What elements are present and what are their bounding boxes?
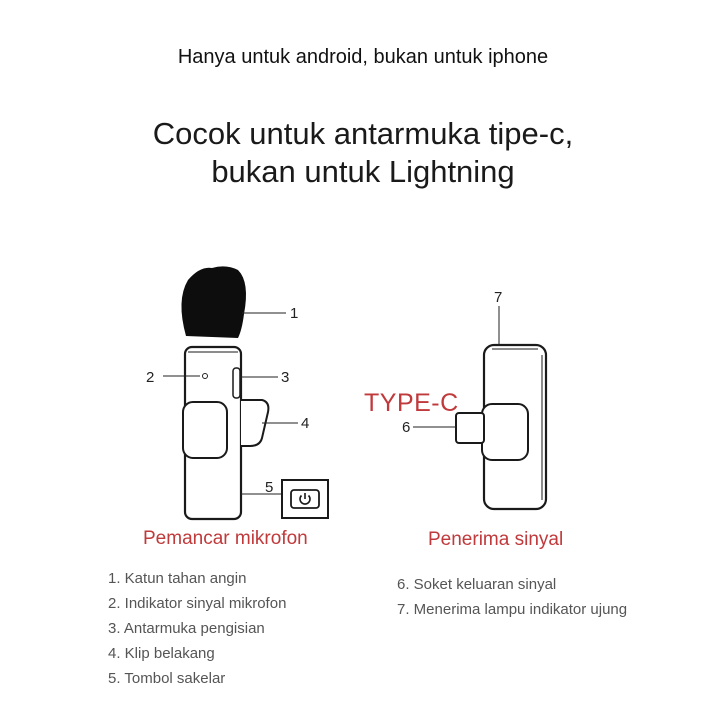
callout-1: 1 — [290, 305, 299, 322]
callout-6: 6 — [402, 419, 411, 436]
callout-4: 4 — [301, 415, 310, 432]
charging-port — [233, 368, 240, 398]
legend-right — [397, 572, 627, 622]
windscreen-foam — [181, 266, 246, 338]
legend-item-5: 5. Tombol sakelar — [108, 670, 226, 687]
callout-2: 2 — [146, 369, 155, 386]
subtitle: Hanya untuk android, bukan untuk iphone — [177, 46, 549, 68]
transmitter-caption: Pemancar mikrofon — [143, 528, 308, 549]
transmitter-illustration — [146, 266, 328, 519]
legend-item-2: 2. Indikator sinyal mikrofon — [108, 595, 287, 612]
headline-line-1: Cocok untuk antarmuka tipe-c, — [152, 116, 574, 151]
legend-item-4: 4. Klip belakang — [108, 645, 215, 662]
legend-item-1: 1. Katun tahan angin — [108, 570, 247, 587]
type-c-label: TYPE-C — [364, 389, 459, 417]
headline-line-2: bukan untuk Lightning — [211, 154, 515, 189]
legend-item-7: 7. Menerima lampu indikator ujung — [397, 601, 628, 618]
receiver-caption: Penerima sinyal — [428, 529, 564, 550]
transmitter-front-pad — [183, 402, 227, 458]
legend-left — [108, 566, 286, 691]
legend-item-3: 3. Antarmuka pengisian — [108, 620, 265, 637]
receiver-front-pad — [482, 404, 528, 460]
callout-5: 5 — [265, 479, 274, 496]
legend-item-6: 6. Soket keluaran sinyal — [397, 576, 557, 593]
callout-7: 7 — [494, 289, 503, 306]
type-c-connector — [456, 413, 484, 443]
callout-3: 3 — [281, 369, 290, 386]
